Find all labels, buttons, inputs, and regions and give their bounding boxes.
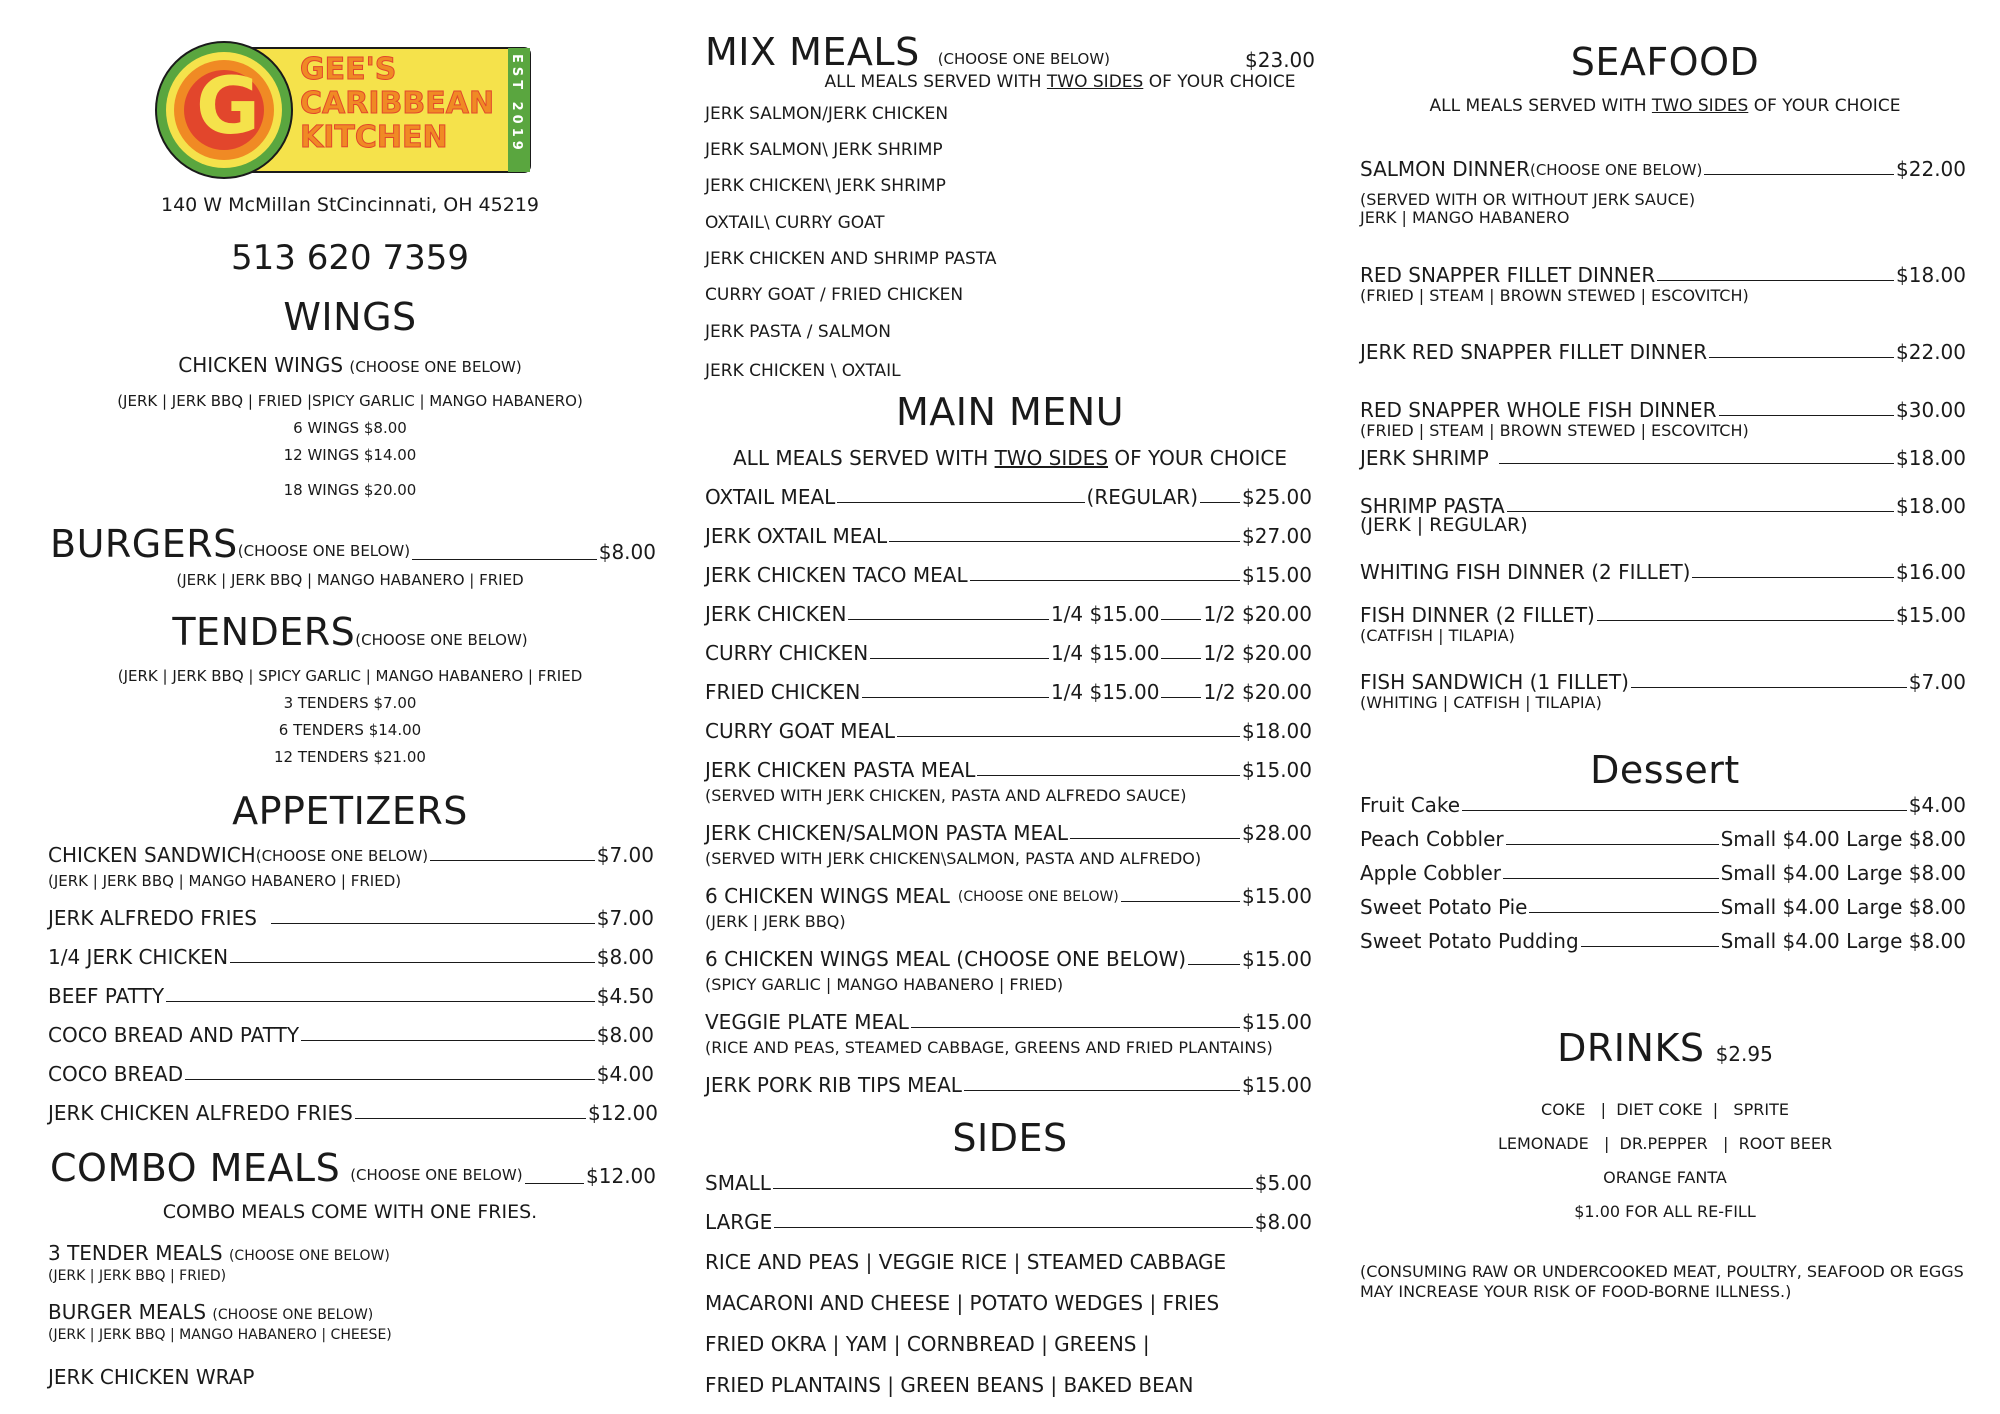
tenders-title: TENDERS bbox=[172, 610, 356, 654]
mix-item: JERK SALMON/JERK CHICKEN bbox=[705, 104, 949, 124]
combo-row bbox=[50, 1146, 656, 1190]
dot-leader bbox=[1657, 280, 1894, 281]
item-price: $30.00 bbox=[1896, 398, 1966, 422]
sides-line: FRIED PLANTAINS | GREEN BEANS | BAKED BEAN bbox=[705, 1373, 1194, 1397]
mix-title: MIX MEALS bbox=[705, 30, 920, 74]
item-options: (JERK | JERK BBQ | MANGO HABANERO | CHEESE) bbox=[48, 1327, 392, 1343]
item-name: JERK OXTAIL MEAL bbox=[705, 524, 888, 548]
item-name: Apple Cobbler bbox=[1360, 861, 1501, 885]
dot-leader bbox=[837, 502, 1084, 503]
dot-leader bbox=[911, 1027, 1240, 1028]
serve-post: OF YOUR CHOICE bbox=[1753, 96, 1901, 116]
wings-title: WINGS bbox=[283, 295, 417, 339]
side-size bbox=[705, 1210, 1312, 1234]
dot-leader bbox=[1506, 844, 1719, 845]
dot-leader bbox=[1704, 174, 1894, 175]
item-choose: (CHOOSE ONE BELOW) bbox=[212, 1307, 374, 1323]
item-half-price: 1/2 $20.00 bbox=[1203, 602, 1312, 626]
item-price: $15.00 bbox=[1242, 1010, 1312, 1034]
item-price: $4.00 bbox=[596, 1062, 654, 1086]
dot-leader bbox=[774, 1227, 1252, 1228]
dot-leader bbox=[271, 923, 595, 924]
dot-leader bbox=[430, 860, 595, 861]
item-price: $15.00 bbox=[1896, 603, 1966, 627]
dot-leader bbox=[977, 775, 1240, 776]
dot-leader bbox=[1200, 502, 1240, 503]
item-name: BURGER MEALS bbox=[48, 1300, 207, 1324]
mix-item: CURRY GOAT / FRIED CHICKEN bbox=[705, 285, 964, 305]
item-options: JERK | MANGO HABANERO bbox=[1360, 208, 1570, 227]
item-price: $7.00 bbox=[596, 843, 654, 867]
serve-pre: ALL MEALS SERVED WITH bbox=[1429, 96, 1647, 116]
item-name: CURRY GOAT MEAL bbox=[705, 719, 895, 743]
item-name: RED SNAPPER WHOLE FISH DINNER bbox=[1360, 398, 1717, 422]
burgers-row bbox=[50, 522, 656, 566]
burgers-price: $8.00 bbox=[598, 540, 656, 564]
sides-line: FRIED OKRA | YAM | CORNBREAD | GREENS | bbox=[705, 1332, 1150, 1356]
logo-name-line2: CARIBBEAN bbox=[300, 86, 495, 121]
item-name: SHRIMP PASTA bbox=[1360, 494, 1505, 518]
menu-item bbox=[1360, 929, 1966, 953]
item-name: JERK CHICKEN/SALMON PASTA MEAL bbox=[705, 821, 1069, 845]
sides-line: RICE AND PEAS | VEGGIE RICE | STEAMED CABBAGE bbox=[705, 1250, 1227, 1274]
serve-underlined: TWO SIDES bbox=[1651, 96, 1749, 116]
dot-leader bbox=[230, 962, 595, 963]
dot-leader bbox=[1161, 619, 1201, 620]
item-name: 6 CHICKEN WINGS MEAL (CHOOSE ONE BELOW) bbox=[705, 947, 1187, 971]
mix-item: JERK CHICKEN AND SHRIMP PASTA bbox=[705, 249, 997, 269]
item-price: $4.00 bbox=[1908, 793, 1966, 817]
dot-leader bbox=[355, 1118, 586, 1119]
menu-item bbox=[705, 821, 1312, 845]
combo-title: COMBO MEALS bbox=[50, 1146, 341, 1190]
menu-item bbox=[1360, 157, 1966, 181]
drinks-line: ORANGE FANTA bbox=[1603, 1168, 1727, 1187]
mix-choose: (CHOOSE ONE BELOW) bbox=[937, 50, 1111, 68]
item-price: $18.00 bbox=[1242, 719, 1312, 743]
tenders-options: (JERK | JERK BBQ | SPICY GARLIC | MANGO HABANERO | FRIED bbox=[117, 667, 583, 685]
menu-item bbox=[1360, 398, 1966, 422]
item-name: JERK SHRIMP bbox=[1360, 446, 1489, 470]
item-price: $8.00 bbox=[596, 945, 654, 969]
dot-leader bbox=[1692, 577, 1894, 578]
mix-item: OXTAIL\ CURRY GOAT bbox=[705, 213, 885, 233]
item-price: $5.00 bbox=[1254, 1171, 1312, 1195]
dot-leader bbox=[1070, 838, 1240, 839]
wings-size: 6 WINGS $8.00 bbox=[293, 419, 407, 437]
item-price: $7.00 bbox=[596, 906, 654, 930]
item-price: $28.00 bbox=[1242, 821, 1312, 845]
dot-leader bbox=[185, 1079, 595, 1080]
drinks-line: COKE | DIET COKE | SPRITE bbox=[1541, 1100, 1789, 1119]
wings-choose: (CHOOSE ONE BELOW) bbox=[349, 358, 522, 376]
dessert-title: Dessert bbox=[1590, 748, 1740, 792]
phone-number: 513 620 7359 bbox=[231, 238, 469, 278]
item-name: JERK ALFREDO FRIES bbox=[48, 906, 257, 930]
dot-leader bbox=[1188, 964, 1240, 965]
menu-item bbox=[1360, 603, 1966, 627]
menu-item bbox=[48, 1062, 654, 1086]
item-name: Peach Cobbler bbox=[1360, 827, 1504, 851]
dot-leader bbox=[1161, 697, 1201, 698]
item-name: 3 TENDER MEALS bbox=[48, 1241, 223, 1265]
item-description: (SERVED WITH JERK CHICKEN, PASTA AND ALFREDO SAUCE) bbox=[705, 786, 1187, 805]
dot-leader bbox=[848, 619, 1048, 620]
address: 140 W McMillan StCincinnati, OH 45219 bbox=[160, 194, 539, 216]
item-name: BEEF PATTY bbox=[48, 984, 165, 1008]
combo-item bbox=[48, 1241, 390, 1265]
drinks-line: LEMONADE | DR.PEPPER | ROOT BEER bbox=[1497, 1134, 1833, 1153]
sides-line: MACARONI AND CHEESE | POTATO WEDGES | FRIES bbox=[705, 1291, 1220, 1315]
item-price: $7.00 bbox=[1908, 670, 1966, 694]
menu-item bbox=[705, 602, 1312, 626]
item-name: Fruit Cake bbox=[1360, 793, 1461, 817]
burgers-title: BURGERS bbox=[50, 522, 238, 566]
item-name: FRIED CHICKEN bbox=[705, 680, 861, 704]
sides-title: SIDES bbox=[952, 1116, 1068, 1160]
menu-item bbox=[705, 680, 1312, 704]
dot-leader bbox=[1462, 810, 1907, 811]
item-description: (RICE AND PEAS, STEAMED CABBAGE, GREENS AND FRIED PLANTAINS) bbox=[705, 1038, 1273, 1057]
item-price: Small $4.00 Large $8.00 bbox=[1720, 827, 1966, 851]
item-options: (FRIED | STEAM | BROWN STEWED | ESCOVITCH) bbox=[1360, 286, 1749, 305]
item-name: 6 CHICKEN WINGS MEAL bbox=[705, 884, 950, 908]
side-size bbox=[705, 1171, 1312, 1195]
tenders-size: 12 TENDERS $21.00 bbox=[274, 748, 426, 766]
item-choose: (CHOOSE ONE BELOW) bbox=[228, 1248, 390, 1264]
dot-leader bbox=[1597, 620, 1894, 621]
item-price: $8.00 bbox=[1254, 1210, 1312, 1234]
dot-leader bbox=[870, 658, 1049, 659]
item-price: $15.00 bbox=[1242, 758, 1312, 782]
dot-leader bbox=[773, 1188, 1253, 1189]
item-name: WHITING FISH DINNER (2 FILLET) bbox=[1360, 560, 1691, 584]
dot-leader bbox=[301, 1040, 595, 1041]
menu-item bbox=[48, 906, 654, 930]
dot-leader bbox=[862, 697, 1049, 698]
combo-note: COMBO MEALS COME WITH ONE FRIES. bbox=[162, 1201, 538, 1223]
tenders-choose: (CHOOSE ONE BELOW) bbox=[355, 631, 528, 649]
menu-item bbox=[48, 984, 654, 1008]
dot-leader bbox=[1499, 463, 1894, 464]
item-price: $27.00 bbox=[1242, 524, 1312, 548]
menu-item bbox=[1360, 793, 1966, 817]
item-price: $15.00 bbox=[1242, 947, 1312, 971]
dot-leader bbox=[1709, 357, 1894, 358]
wings-name: CHICKEN WINGS bbox=[178, 353, 344, 377]
dot-leader bbox=[970, 580, 1240, 581]
main-menu-title: MAIN MENU bbox=[895, 390, 1125, 434]
drinks-header bbox=[1360, 1026, 1970, 1070]
menu-item bbox=[705, 524, 1312, 548]
item-name: LARGE bbox=[705, 1210, 773, 1234]
serve-post: OF YOUR CHOICE bbox=[1148, 72, 1296, 92]
dot-leader bbox=[1719, 415, 1894, 416]
burgers-choose: (CHOOSE ONE BELOW) bbox=[237, 542, 411, 560]
tenders-size: 3 TENDERS $7.00 bbox=[283, 694, 417, 712]
item-name: RED SNAPPER FILLET DINNER bbox=[1360, 263, 1656, 287]
item-name: JERK CHICKEN bbox=[705, 602, 847, 626]
item-name: VEGGIE PLATE MEAL bbox=[705, 1010, 909, 1034]
menu-item bbox=[1360, 827, 1966, 851]
drinks-refill: $1.00 FOR ALL RE-FILL bbox=[1574, 1202, 1756, 1221]
item-name: Sweet Potato Pie bbox=[1360, 895, 1528, 919]
menu-item bbox=[48, 945, 654, 969]
item-price: $18.00 bbox=[1896, 494, 1966, 518]
serve-underlined: TWO SIDES bbox=[1046, 72, 1144, 92]
item-name: COCO BREAD AND PATTY bbox=[48, 1023, 300, 1047]
item-options: (JERK | JERK BBQ | FRIED) bbox=[48, 1268, 227, 1284]
menu-item bbox=[705, 758, 1312, 782]
item-choose: (CHOOSE ONE BELOW) bbox=[957, 889, 1119, 905]
item-name: CURRY CHICKEN bbox=[705, 641, 869, 665]
item-name: SALMON DINNER bbox=[1360, 157, 1530, 181]
item-price: $15.00 bbox=[1242, 563, 1312, 587]
menu-item bbox=[1360, 895, 1966, 919]
item-name: 1/4 JERK CHICKEN bbox=[48, 945, 229, 969]
menu-item bbox=[1360, 263, 1966, 287]
dot-leader bbox=[964, 1090, 1240, 1091]
item-options: (FRIED | STEAM | BROWN STEWED | ESCOVITCH) bbox=[1360, 421, 1749, 440]
item-name: JERK CHICKEN ALFREDO FRIES bbox=[48, 1101, 353, 1125]
combo-choose: (CHOOSE ONE BELOW) bbox=[350, 1166, 523, 1184]
mix-row bbox=[705, 30, 1315, 74]
item-name: OXTAIL MEAL bbox=[705, 485, 836, 509]
combo-item-name: JERK CHICKEN WRAP bbox=[48, 1365, 255, 1389]
menu-item bbox=[48, 843, 654, 867]
item-half-price: 1/2 $20.00 bbox=[1203, 680, 1312, 704]
logo-name-line3: KITCHEN bbox=[300, 120, 448, 155]
menu-item bbox=[705, 563, 1312, 587]
item-price: Small $4.00 Large $8.00 bbox=[1720, 895, 1966, 919]
dot-leader bbox=[1581, 946, 1719, 947]
item-choose: (CHOOSE ONE BELOW) bbox=[1529, 161, 1703, 179]
dot-leader bbox=[166, 1001, 595, 1002]
item-price: $4.50 bbox=[596, 984, 654, 1008]
item-price: $15.00 bbox=[1242, 884, 1312, 908]
serve-pre: ALL MEALS SERVED WITH bbox=[824, 72, 1042, 92]
logo-name-line1: GEE'S bbox=[300, 52, 397, 87]
item-options: (CATFISH | TILAPIA) bbox=[1360, 626, 1515, 645]
logo-est: EST 2019 bbox=[509, 54, 524, 154]
serve-post: OF YOUR CHOICE bbox=[1114, 446, 1287, 470]
item-price: Small $4.00 Large $8.00 bbox=[1720, 861, 1966, 885]
wings-size: 12 WINGS $14.00 bbox=[283, 446, 417, 464]
item-name: SMALL bbox=[705, 1171, 771, 1195]
dot-leader bbox=[412, 559, 597, 560]
item-options: (JERK | JERK BBQ) bbox=[705, 912, 846, 931]
item-price: $22.00 bbox=[1896, 157, 1966, 181]
item-name: JERK PORK RIB TIPS MEAL bbox=[705, 1073, 962, 1097]
item-options: (JERK | JERK BBQ | MANGO HABANERO | FRIED) bbox=[48, 872, 402, 890]
dot-leader bbox=[889, 541, 1240, 542]
item-price: $16.00 bbox=[1896, 560, 1966, 584]
mix-item: JERK CHICKEN \ OXTAIL bbox=[705, 361, 901, 381]
menu-item bbox=[48, 1023, 654, 1047]
menu-item bbox=[705, 884, 1312, 908]
item-options: (WHITING | CATFISH | TILAPIA) bbox=[1360, 693, 1602, 712]
item-name: JERK CHICKEN TACO MEAL bbox=[705, 563, 968, 587]
wings-options: (JERK | JERK BBQ | FRIED |SPICY GARLIC | MANGO HABANERO) bbox=[117, 392, 583, 410]
item-quarter-price: 1/4 $15.00 bbox=[1050, 680, 1160, 704]
menu-item bbox=[705, 947, 1312, 971]
serve-underlined: TWO SIDES bbox=[994, 446, 1109, 470]
dot-leader bbox=[897, 736, 1240, 737]
item-price: $25.00 bbox=[1242, 485, 1312, 509]
logo-letter: G bbox=[196, 62, 261, 152]
menu-item bbox=[1360, 446, 1966, 470]
item-name: CHICKEN SANDWICH bbox=[48, 843, 256, 867]
item-price: $12.00 bbox=[588, 1101, 658, 1125]
main-serve-note bbox=[705, 446, 1315, 470]
item-name: FISH SANDWICH (1 FILLET) bbox=[1360, 670, 1629, 694]
item-description: (SERVED WITH OR WITHOUT JERK SAUCE) bbox=[1360, 190, 1696, 209]
dot-leader bbox=[1507, 511, 1894, 512]
wings-line bbox=[40, 353, 660, 377]
menu-item bbox=[1360, 861, 1966, 885]
item-quarter-price: 1/4 $15.00 bbox=[1050, 602, 1160, 626]
mix-item: JERK SALMON\ JERK SHRIMP bbox=[705, 140, 943, 160]
item-name: COCO BREAD bbox=[48, 1062, 184, 1086]
health-warning: (CONSUMING RAW OR UNDERCOOKED MEAT, POULTRY, SEAFOOD OR EGGS bbox=[1360, 1262, 1964, 1281]
item-options: (SPICY GARLIC | MANGO HABANERO | FRIED) bbox=[705, 975, 1064, 994]
combo-item bbox=[48, 1300, 373, 1324]
item-price: $15.00 bbox=[1242, 1073, 1312, 1097]
item-name: JERK CHICKEN PASTA MEAL bbox=[705, 758, 976, 782]
menu-item bbox=[705, 1010, 1312, 1034]
drinks-title: DRINKS bbox=[1557, 1026, 1705, 1070]
item-price: Small $4.00 Large $8.00 bbox=[1720, 929, 1966, 953]
restaurant-logo bbox=[152, 40, 546, 180]
mix-item: JERK CHICKEN\ JERK SHRIMP bbox=[705, 176, 946, 196]
menu-item bbox=[1360, 340, 1966, 364]
seafood-serve-note bbox=[1360, 96, 1970, 116]
burgers-options: (JERK | JERK BBQ | MANGO HABANERO | FRIED bbox=[176, 571, 524, 589]
menu-item bbox=[705, 485, 1312, 509]
serve-pre: ALL MEALS SERVED WITH bbox=[733, 446, 989, 470]
menu-item bbox=[1360, 670, 1966, 694]
mix-item: JERK PASTA / SALMON bbox=[705, 322, 891, 342]
seafood-title: SEAFOOD bbox=[1570, 40, 1760, 84]
drinks-price: $2.95 bbox=[1715, 1042, 1773, 1066]
wings-size: 18 WINGS $20.00 bbox=[283, 481, 417, 499]
item-options: (JERK | REGULAR) bbox=[1360, 514, 1528, 536]
item-name: JERK RED SNAPPER FILLET DINNER bbox=[1360, 340, 1708, 364]
health-warning: MAY INCREASE YOUR RISK OF FOOD-BORNE ILLNESS.) bbox=[1360, 1282, 1792, 1301]
item-price: $8.00 bbox=[596, 1023, 654, 1047]
menu-item bbox=[48, 1101, 658, 1125]
item-name: FISH DINNER (2 FILLET) bbox=[1360, 603, 1595, 627]
tenders-header bbox=[40, 610, 660, 654]
item-half-price: 1/2 $20.00 bbox=[1203, 641, 1312, 665]
combo-price: $12.00 bbox=[586, 1164, 656, 1188]
dot-leader bbox=[1529, 912, 1718, 913]
tenders-size: 6 TENDERS $14.00 bbox=[278, 721, 422, 739]
item-price: $18.00 bbox=[1896, 263, 1966, 287]
item-choose: (CHOOSE ONE BELOW) bbox=[255, 847, 429, 865]
dot-leader bbox=[525, 1183, 584, 1184]
dot-leader bbox=[1161, 658, 1201, 659]
item-quarter-price: 1/4 $15.00 bbox=[1050, 641, 1160, 665]
dot-leader bbox=[1503, 878, 1719, 879]
mix-serve-note bbox=[705, 72, 1365, 92]
item-price: $18.00 bbox=[1896, 446, 1966, 470]
menu-item bbox=[705, 1073, 1312, 1097]
dot-leader bbox=[1121, 901, 1240, 902]
menu-item bbox=[705, 641, 1312, 665]
dot-leader bbox=[1631, 687, 1907, 688]
item-name: Sweet Potato Pudding bbox=[1360, 929, 1579, 953]
menu-item bbox=[1360, 560, 1966, 584]
item-price: $22.00 bbox=[1896, 340, 1966, 364]
item-size: (REGULAR) bbox=[1086, 485, 1199, 509]
item-description: (SERVED WITH JERK CHICKEN\SALMON, PASTA AND ALFREDO) bbox=[705, 849, 1202, 868]
appetizers-title: APPETIZERS bbox=[232, 789, 468, 833]
menu-item bbox=[705, 719, 1312, 743]
mix-price: $23.00 bbox=[1245, 48, 1315, 72]
